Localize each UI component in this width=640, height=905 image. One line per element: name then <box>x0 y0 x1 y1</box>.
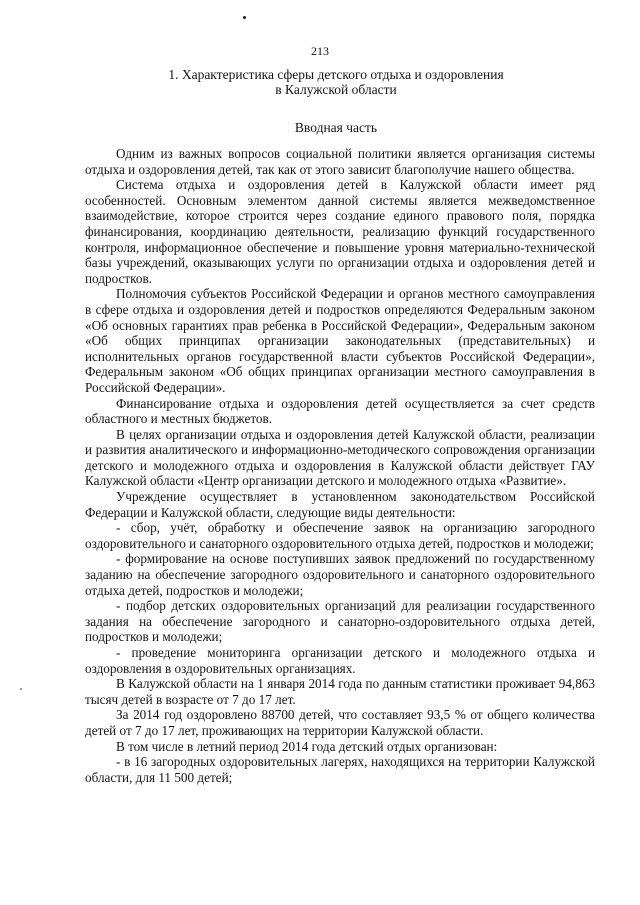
section-subtitle: Вводная часть <box>294 120 378 135</box>
paragraph: За 2014 год оздоровлено 88700 детей, что составляет 93,5 % от общего количества детей от 7 до 17 лет, проживающих на территории Калужской области. <box>85 707 595 738</box>
paragraph: Система отдыха и оздоровления детей в Калужской области имеет ряд особенностей. Основным элементом данной системы является межведомственное взаимодействие, которое строится через создание единого правового поля, порядка финансирования, координацию деятельности, реализацию функций государственного контроля, информационное обеспечение и повышение уровня материально-технической базы учреждений, оказывающих услуги по организации отдыха и оздоровления детей и подростков. <box>85 177 595 286</box>
scan-speck <box>20 688 22 690</box>
page-number: 213 <box>311 44 329 58</box>
paragraph: Учреждение осуществляет в установленном законодательством Российской Федерации и Калужской области, следующие виды деятельности: <box>85 489 595 520</box>
scan-speck <box>243 16 246 19</box>
section-title-line: 1. Характеристика сферы детского отдыха и оздоровления <box>168 67 504 82</box>
paragraph: Одним из важных вопросов социальной политики является организация системы отдыха и оздоровления детей, так как от этого зависит благополучие нашего общества. <box>85 146 595 177</box>
section-title-line: в Калужской области <box>275 82 397 97</box>
section-title <box>80 67 592 97</box>
list-item: - в 16 загородных оздоровительных лагерях, находящихся на территории Калужской области, для 11 500 детей; <box>85 754 595 785</box>
list-item: - сбор, учёт, обработку и обеспечение заявок на организацию загородного оздоровительного и санаторного оздоровительного отдыха детей, подростков и молодежи; <box>85 520 595 551</box>
paragraph: В целях организации отдыха и оздоровления детей Калужской области, реализации и развития аналитического и информационно-методического сопровождения организации детского и молодежного отдыха и оздоровления в Калужской области действует ГАУ Калужской области «Центр организации детского и молодежного отдыха «Развитие». <box>85 426 595 489</box>
paragraph: В Калужской области на 1 января 2014 года по данным статистики проживает 94,863 тысяч детей в возрасте от 7 до 17 лет. <box>85 676 595 707</box>
paragraph: В том числе в летний период 2014 года детский отдых организован: <box>116 738 498 754</box>
body-text <box>85 146 595 785</box>
list-item: - формирование на основе поступивших заявок предложений по государственному заданию на обеспечение загородного оздоровительного и санаторного оздоровительного отдыха детей, подростков и молодежи; <box>85 551 595 598</box>
paragraph: Финансирование отдыха и оздоровления детей осуществляется за счет средств областного и местных бюджетов. <box>85 395 595 427</box>
list-item: - проведение мониторинга организации детского и молодежного отдыха и оздоровления в оздоровительных организациях. <box>85 645 595 676</box>
list-item: - подбор детских оздоровительных организаций для реализации государственного задания на обеспечение загородного и санаторно-оздоровительного отдыха детей, подростков и молодежи; <box>85 598 595 645</box>
paragraph: Полномочия субъектов Российской Федерации и органов местного самоуправления в сфере отдыха и оздоровления детей и подростков определяются Федеральным законом «Об основных гарантиях прав ребенка в Российской Федерации», Федеральным законом «Об общих принципах организации законодательных (представительных) и исполнительных органов государственной власти субъектов Российской Федерации», Федеральным законом «Об общих принципах организации местного самоуправления в Российской Федерации». <box>85 286 595 395</box>
